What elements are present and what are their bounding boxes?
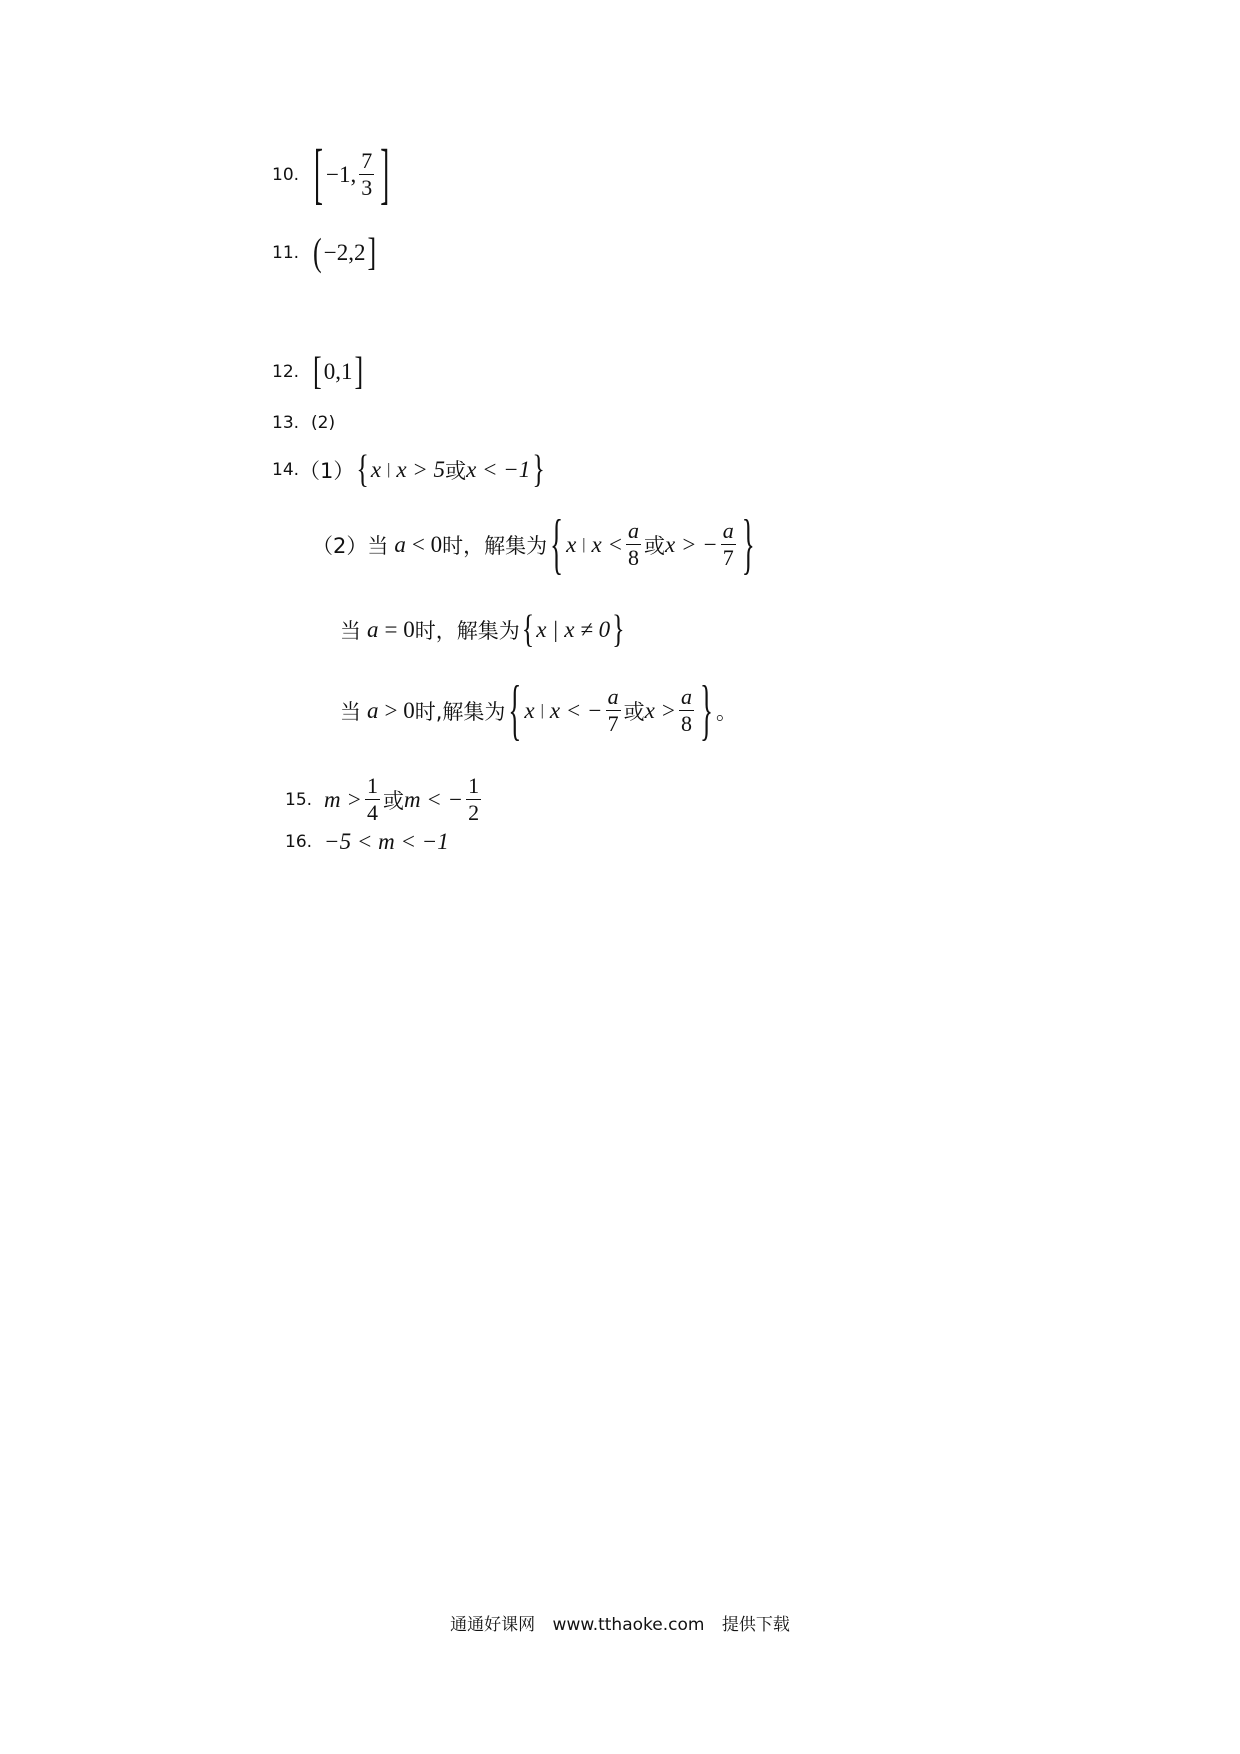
set-expression: { x | x ≠ 0 }	[521, 607, 625, 651]
item-number: 13.	[272, 413, 300, 433]
fraction: $\frac{7}{3}$	[361, 148, 373, 200]
set-expression: { x | x > 5 或 x < −1 }	[356, 447, 545, 491]
item-number: 11.	[272, 243, 300, 263]
inequality-expression: −5 < m < −1	[324, 829, 449, 854]
sub-label: （1）	[299, 459, 355, 483]
fraction: $\frac{a}{7}$	[722, 518, 734, 570]
set-expression: { x | x < $\frac{a}{8}$ 或 x > − $\frac{a}{7}$ }	[550, 505, 755, 581]
fraction: $\frac{a}{8}$	[681, 684, 693, 736]
answer-12	[272, 349, 365, 393]
footer-url[interactable]: www.tthaoke.com	[552, 1615, 705, 1635]
fraction: $\frac{a}{8}$	[627, 518, 639, 570]
answer-16	[285, 829, 449, 855]
item-number: 15.	[285, 789, 313, 810]
answer-13	[272, 413, 347, 433]
answer-text: (2)	[311, 413, 336, 433]
fraction: $\frac{1}{4}$	[366, 773, 378, 825]
set-expression: { x | x < − $\frac{a}{7}$ 或 x > $\frac{a}{8}$ }	[508, 671, 714, 747]
interval-expression: [ −1, $\frac{7}{3}$ ]	[314, 135, 390, 211]
answer-15	[285, 775, 484, 824]
item-number: 10.	[272, 164, 300, 185]
item-number: 16.	[285, 832, 313, 852]
answer-11	[272, 230, 378, 274]
footer-suffix: 提供下载	[721, 1615, 790, 1635]
inequality-expression: m > $\frac{1}{4}$ 或 m < − $\frac{1}{2}$	[324, 773, 480, 825]
answer-14-part-2-case-negative: （2） 当 a < 0 时， 解集为 { x | x < $\frac{a}{8}$ 或 x > − $\frac{a}{7}$ }	[312, 520, 758, 569]
answer-14-part-2-case-positive: 当 a > 0 时, 解集为 { x | x < − $\frac{a}{7}$ 或 x > $\frac{a}{8}$ } 。	[340, 671, 738, 747]
sub-label: （2）	[312, 533, 368, 558]
answer-14-part-2-case-zero: 当 a = 0 时， 解集为 { x | x ≠ 0 }	[340, 607, 625, 651]
item-number: 12.	[272, 362, 300, 382]
footer-site-name: 通通好课网	[450, 1615, 536, 1635]
fraction: $\frac{a}{7}$	[607, 684, 619, 736]
answer-14-part-1	[272, 447, 547, 491]
item-number: 14.	[272, 460, 300, 480]
interval-expression: [ 0,1 ]	[313, 349, 364, 393]
fraction: $\frac{1}{2}$	[468, 773, 480, 825]
interval-expression: ( −2,2 ]	[313, 230, 377, 274]
answer-10	[272, 135, 392, 211]
footer-credit	[0, 1610, 1240, 1635]
